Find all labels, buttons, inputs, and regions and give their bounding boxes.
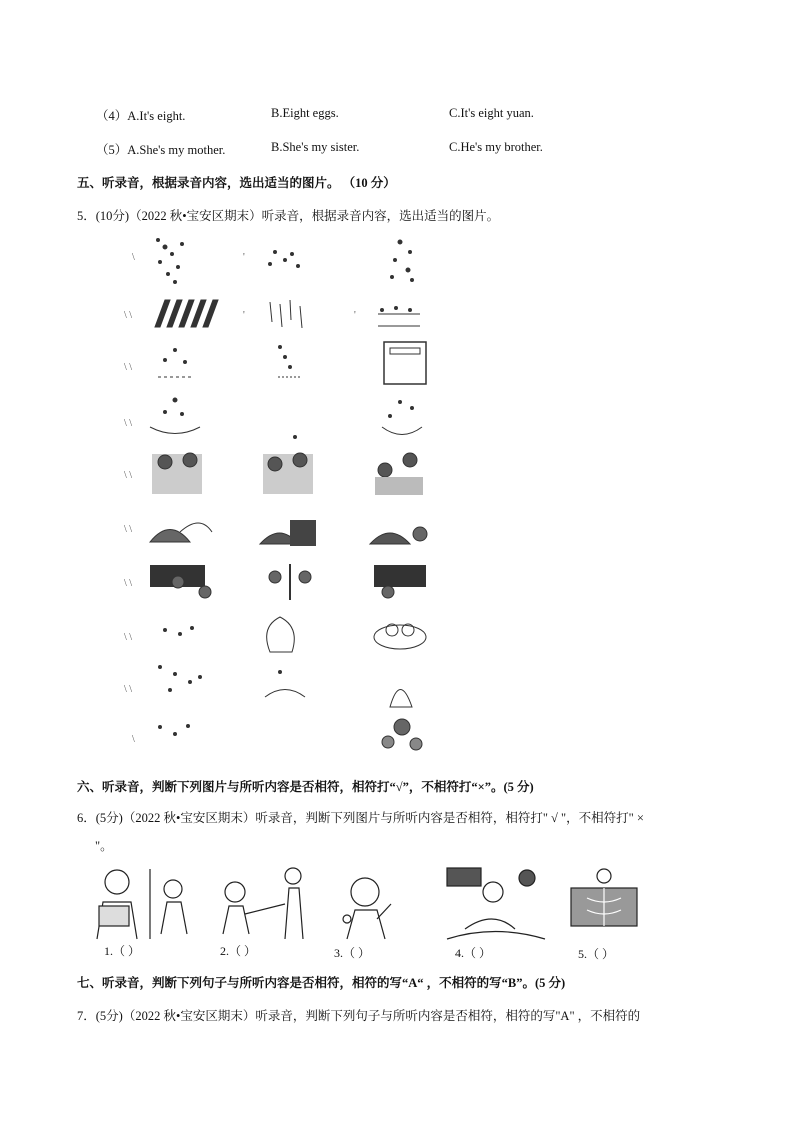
row-6-option-c-image[interactable] (370, 527, 427, 544)
answer-blank-5[interactable]: 5.（ ） (578, 947, 615, 961)
row-4-option-b-image[interactable] (294, 436, 297, 439)
answer-blank-1[interactable]: 1.（ ） (104, 944, 141, 958)
row-8-option-c-image[interactable] (374, 624, 426, 649)
choice-number: （5） (96, 143, 128, 157)
row-7-option-a-image[interactable] (150, 565, 211, 598)
answer-blank-4[interactable]: 4.（ ） (455, 946, 492, 960)
row-1-option-c-image[interactable] (391, 240, 414, 282)
row-2-option-c-image[interactable] (378, 307, 420, 327)
option-a: A.It's eight. (127, 109, 186, 123)
answer-blank-3[interactable]: 3.（ ） (334, 946, 371, 960)
row-1-option-b-image[interactable] (269, 251, 300, 268)
question-6-pictures (95, 864, 655, 942)
row-8-option-a-image[interactable] (164, 627, 194, 636)
row-4-option-c-image[interactable] (382, 401, 422, 435)
option-a: A.She's my mother. (127, 143, 226, 157)
row-9-option-c-image[interactable] (390, 690, 412, 708)
question-5-picture-grid (120, 232, 450, 762)
choice-row-5 (96, 140, 225, 158)
question-6-text-line1: 6．(5分)（2022 秋•宝安区期末）听录音，判断下列图片与所听内容是否相符，相符打" √ "，不相符打" × (77, 811, 644, 825)
row-3-option-a-image[interactable] (158, 349, 192, 378)
option-c: C.He's my brother. (449, 140, 543, 154)
row-4-option-a-image[interactable] (150, 398, 200, 434)
row-5-option-a-image[interactable] (152, 453, 202, 494)
picture-1-mother-and-girl (97, 869, 187, 939)
row-2-option-b-image[interactable] (270, 300, 302, 328)
row-3-option-b-image[interactable] (278, 346, 300, 378)
row-9-option-a-image[interactable] (159, 666, 202, 692)
row-10-option-a-image[interactable] (159, 725, 190, 736)
row-3-option-c-image[interactable] (384, 342, 426, 384)
row-5-option-b-image[interactable] (263, 453, 313, 494)
question-5-text: 5．(10分)（2022 秋•宝安区期末）听录音，根据录音内容，选出适当的图片。 (77, 209, 500, 223)
choice-number: （4） (96, 109, 128, 123)
row-9-option-b-image[interactable] (265, 671, 305, 698)
answer-blank-2[interactable]: 2.（ ） (220, 944, 257, 958)
section-6-heading: 六、听录音，判断下列图片与所听内容是否相符，相符打“√”，不相符打“×”。(5 分) (77, 780, 534, 794)
picture-5-xray (571, 869, 637, 926)
section-5-heading: 五、听录音，根据录音内容，选出适当的图片。 （10 分） (77, 176, 396, 190)
row-7-option-b-image[interactable] (269, 564, 311, 600)
section-7-heading: 七、听录音，判断下列句子与所听内容是否相符，相符的写“A“ ，不相符的写“B”。(5 分) (77, 976, 566, 990)
worksheet-page: （4）A.It's eight. B.Eight eggs. C.It's eight yuan. （5）A.She's my mother. B.She's my sister. C.He's my brother. 五、听录音，根据录音内容，选出适当的图片。 （10 分） 5．(10分)（2022 秋•宝安区期末）听录音，根据录音内容，选出适当的图片。 \ ' \ \ ' ' \ \ \ \ \ \ \ \ \ \ \ \ \ \ \ 六、听录音，判断下列图片与所听内容是否相符，相符打“√”，不相符打“×”。(5 分) 6．(5分)（2022 秋•宝安区期末）听录音，判断下列图片与所听内容是否相符，相符打" √ "，不相符打" × "。 1.（ ） 2.（ ） 3.（ ） 4.（ ） 5.（ ） 七、听录音，判断下列句子与所听内容是否相符，相符的写“A“ ，不相符的写“B”。(5 分) 7．(5分)（2022 秋•宝安区期末）听录音，判断下列句子与所听内容是否相符，相符的写"A" ，不相符的 (0, 0, 794, 1123)
row-1-option-a-image[interactable] (157, 239, 184, 284)
row-2-option-a-image[interactable] (155, 300, 218, 327)
choice-row-4 (96, 106, 185, 124)
picture-3-boy-waving (343, 878, 391, 939)
row-6-option-a-image[interactable] (150, 523, 212, 542)
row-10-option-c-image[interactable] (382, 719, 422, 750)
option-c: C.It's eight yuan. (449, 106, 534, 120)
option-b: B.She's my sister. (271, 140, 360, 154)
row-6-option-b-image[interactable] (260, 520, 316, 546)
question-6-text-line2: "。 (95, 839, 113, 853)
row-8-option-b-image[interactable] (267, 617, 295, 652)
row-5-option-c-image[interactable] (375, 453, 423, 495)
option-b: B.Eight eggs. (271, 106, 339, 120)
question-7-text: 7．(5分)（2022 秋•宝安区期末）听录音，判断下列句子与所听内容是否相符，相符的写"A" ，不相符的 (77, 1009, 641, 1023)
row-7-option-c-image[interactable] (374, 565, 426, 598)
picture-2-girl-and-man (223, 868, 303, 939)
picture-4-boy-sitting (447, 868, 545, 939)
